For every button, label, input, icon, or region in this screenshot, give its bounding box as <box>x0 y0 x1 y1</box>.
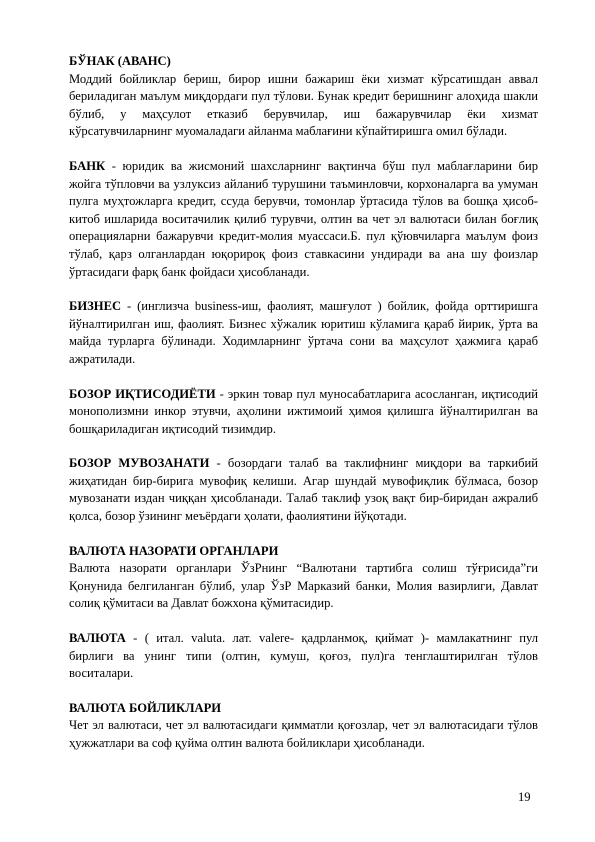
page-number: 19 <box>518 790 531 804</box>
paragraph-bank <box>69 158 538 281</box>
paragraph-gap <box>69 683 538 700</box>
term-bank: БАНК <box>69 158 106 173</box>
term-bozor-iqtisodiyoti: БОЗОР ИҚТИСОДИЁТИ <box>69 386 216 401</box>
section-heading-bunak: БЎНАК (АВАНС) <box>69 54 171 68</box>
paragraph-gap <box>69 281 538 298</box>
section-heading-valyuta-nazorati: ВАЛЮТА НАЗОРАТИ ОРГАНЛАРИ <box>69 543 279 558</box>
paragraph-bunak: Моддий бойликлар бериш, бирор ишни бажариш ёки хизмат кўрсатишдан аввал бериладиган маълум миқдордаги пул тўлови. Бунак кредит беришнинг алоҳида шакли бўлиб, у маҳсулот етказиб берувчилар, иш бажарувчилар ёки хизмат кўрсатувчиларнинг муомаладаги айланма маблағини кўпайтиришга омил бўлади. <box>69 71 538 139</box>
paragraph-bozor-iqtisodiyoti <box>69 386 538 439</box>
paragraph-valyuta-nazorati: Валюта назорати органлари ЎзРнинг “Валютани тартибга солиш тўғрисида”ги Қонунида белгиланган бўлиб, улар ЎзР Марказий банки, Молия вазирлиги, Давлат солиқ қўмитаси ва Давлат божхона қўмитасидир. <box>69 561 538 611</box>
paragraph-gap <box>69 141 538 158</box>
document-page <box>69 53 538 753</box>
definition-biznes: - (инглизча business-иш, фаолият, машғулот ) бойлик, фойда орттиришга йўналтирилган иш, фаолият. Бизнес хўжалик юритиш кўламига қараб йирик, ўрта ва майда турларга бўлинади. Ходимларнинг ўртача сони ва маҳсулот ҳажмига қараб ажратилади. <box>69 299 538 366</box>
paragraph-gap <box>69 369 538 386</box>
paragraph-gap <box>69 438 538 455</box>
definition-valyuta: - ( итал. valuta. лат. valere- қадрланмоқ, қиймат )- мамлакатнинг пул бирлиги ва унинг типи (олтин, кумуш, қоғоз, пул)га тенглаштирилган тўлов воситалари. <box>69 631 538 681</box>
definition-bank: - юридик ва жисмоний шахсларнинг вақтинча бўш пул маблағларини бир жойга тўпловчи ва узлуксиз айланиб турушини таъминловчи, корхоналарга ва умуман пулга муҳтожларга кредит, ссуда берувчи, томонлар ўртасида тўлов ва бошқа ҳисоб-китоб ишларида воситачилик қилиб турувчи, олтин ва чет эл валютаси билан боғлиқ операцияларни бажарувчи кредит-молия муассаси.Б. пул қўювчиларга маълум фоиз тўлаб, қарз олганлардан юқорироқ фоиз ставкасини ундиради ва ана шу фоизлар ўртасидаги фарқ банк фойдаси ҳисобланади. <box>69 158 538 279</box>
term-biznes: БИЗНЕС <box>69 299 122 314</box>
paragraph-valyuta-boyliklari: Чет эл валютаси, чет эл валютасидаги қимматли қоғозлар, чет эл валютасидаги тўлов ҳужжатлари ва соф қуйма олтин валюта бойликлари ҳисобланади. <box>69 718 538 750</box>
paragraph-gap <box>69 526 538 543</box>
definition-bozor-muvozanati: - бозордаги талаб ва таклифнинг миқдори ва таркибий жиҳатидан бир-бирига мувофиқ келиши. Агар шундай мувофиқлик бўлмаса, бозор мувозанати издан чиққан ҳисобланади. Талаб таклиф узоқ вақт бир-биридан ажралиб қолса, бозор ўзининг меъёрдаги ҳолати, фаолиятини йўқотади. <box>69 456 538 524</box>
definition-bozor-iqtisodiyoti: - эркин товар пул муносабатларига асосланган, иқтисодий монополизмни инкор этувчи, аҳолини ижтимоий ҳимоя қилишга йўналтирилган ва бошқариладиган иқтисодий тизимдир. <box>69 386 538 436</box>
paragraph-gap <box>69 613 538 630</box>
paragraph-valyuta <box>69 630 538 683</box>
paragraph-biznes <box>69 298 538 368</box>
term-bozor-muvozanati: БОЗОР МУВОЗАНАТИ <box>69 456 210 471</box>
term-valyuta: ВАЛЮТА <box>69 631 126 646</box>
section-heading-valyuta-boyliklari: ВАЛЮТА БОЙЛИКЛАРИ <box>69 700 222 715</box>
paragraph-bozor-muvozanati <box>69 455 538 525</box>
